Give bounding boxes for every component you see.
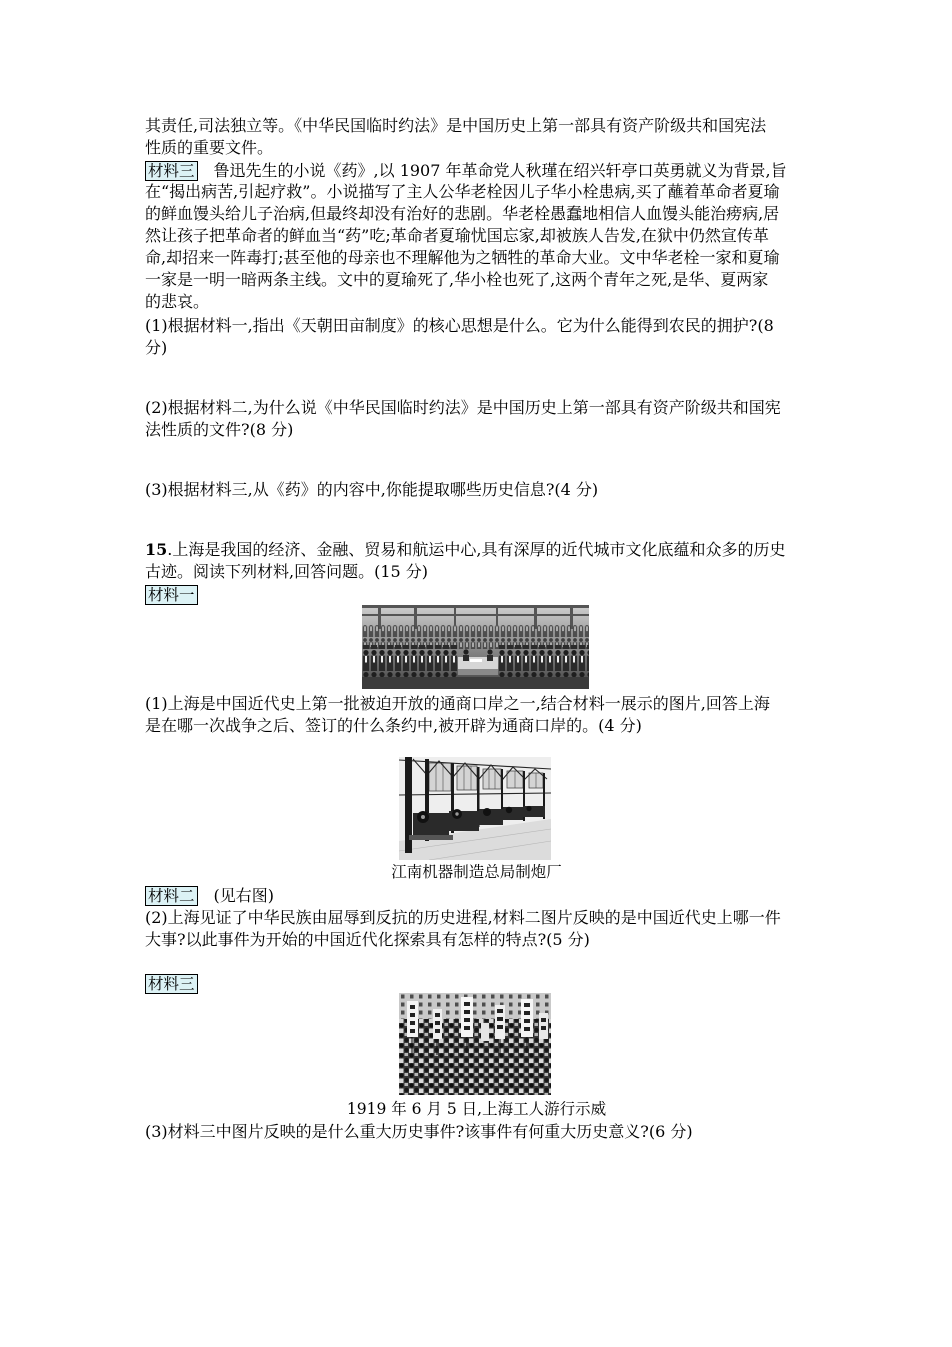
material-note: (见右图) (213, 885, 275, 905)
floor (362, 677, 589, 689)
question-line: 是在哪一次战争之后、签订的什么条约中,被开辟为通商口岸的。(4 分) (145, 715, 642, 735)
question-line: (2)上海见证了中华民族由屈辱到反抗的历史进程,材料二图片反映的是中国近代史上哪一件 (145, 908, 781, 927)
material3-line: 命,却招来一阵毒打;甚至他的母亲也不理解他为之牺牲的革命大业。文中华老栓一家和夏瑜 (145, 248, 780, 267)
question-14-3 (145, 479, 835, 501)
question-line: (1)上海是中国近代史上第一批被迫开放的通商口岸之一,结合材料一展示的图片,回答上海 (145, 694, 770, 713)
material3-line: 的悲哀。 (145, 292, 210, 311)
q14-material-block (145, 115, 835, 313)
question-14-1 (145, 315, 835, 358)
question-line: 法性质的文件?(8 分) (145, 419, 294, 439)
question-line: (2)根据材料二,为什么说《中华民国临时约法》是中国历史上第一部具有资产阶级共和国宪 (145, 398, 781, 417)
material-label: 材料二 (145, 886, 198, 906)
question-15-stem (145, 539, 835, 582)
left-front-crowd (362, 645, 458, 679)
question-stem-line: 古迹。阅读下列材料,回答问题。(15 分) (145, 561, 429, 581)
question-15-1 (145, 693, 835, 736)
material3-line: 的鲜血馒头给儿子治病,但最终却没有治好的悲剧。华老栓愚蠢地相信人血馒头能治痨病,居 (145, 204, 780, 223)
material2-continuation-line: 其责任,司法独立等。《中华民国临时约法》是中国历史上第一部具有资产阶级共和国宪法 (145, 116, 767, 135)
label-line (145, 972, 835, 994)
material3-line: 然让孩子把革命者的鲜血当“药”吃;革命者夏瑜忧国忘家,却被族人告发,在狱中仍然宣传革 (145, 226, 769, 245)
question-15-3 (145, 1121, 835, 1143)
workers-protest-photo (399, 993, 551, 1095)
material-label: 材料一 (145, 585, 198, 605)
material3-text: 鲁迅先生的小说《药》,以 1907 年革命党人秋瑾在绍兴轩亭口英勇就义为背景,旨 (213, 160, 787, 180)
question-line: (1)根据材料一,指出《天朝田亩制度》的核心思想是什么。它为什么能得到农民的拥护?(8 (145, 316, 774, 335)
material3-label-row (145, 972, 835, 994)
question-line: 大事?以此事件为开始的中国近代化探索具有怎样的特点?(5 分) (145, 929, 590, 949)
label-line (145, 884, 835, 906)
question-line: (3)根据材料三,从《药》的内容中,你能提取哪些历史信息?(4 分) (145, 480, 599, 499)
question-number: 15 (145, 540, 168, 559)
material3-line: 在“揭出病苦,引起疗救”。小说描写了主人公华老栓因儿子华小栓患病,买了蘸着革命者夏瑜 (145, 182, 780, 201)
gun-factory-photo (399, 757, 551, 860)
question-line: (3)材料三中图片反映的是什么重大历史事件?该事件有何重大历史意义?(6 分) (145, 1122, 693, 1141)
question-line: 分) (145, 337, 168, 357)
right-front-crowd (498, 645, 589, 679)
material1-label-row (145, 583, 835, 605)
material-label: 材料三 (145, 161, 198, 181)
label-line (145, 583, 835, 605)
question-14-2 (145, 397, 835, 440)
material-label: 材料三 (145, 974, 198, 994)
material3-first-line (145, 159, 835, 181)
photo-caption: 1919 年 6 月 5 日,上海工人游行示威 (346, 1100, 607, 1118)
photo-caption: 江南机器制造总局制炮厂 (391, 863, 562, 881)
material2-continuation-line: 性质的重要文件。 (145, 138, 274, 157)
material3-line: 一家是一明一暗两条主线。文中的夏瑜死了,华小栓也死了,这两个青年之死,是华、夏两家 (145, 270, 769, 289)
question-15-2 (145, 907, 835, 950)
material2-label-row (145, 884, 835, 906)
question-stem-line (145, 539, 835, 561)
question-stem-text: .上海是我国的经济、金融、贸易和航运中心,具有深厚的近代城市文化底蕴和众多的历史 (167, 540, 786, 559)
treaty-signing-photo (362, 605, 589, 689)
